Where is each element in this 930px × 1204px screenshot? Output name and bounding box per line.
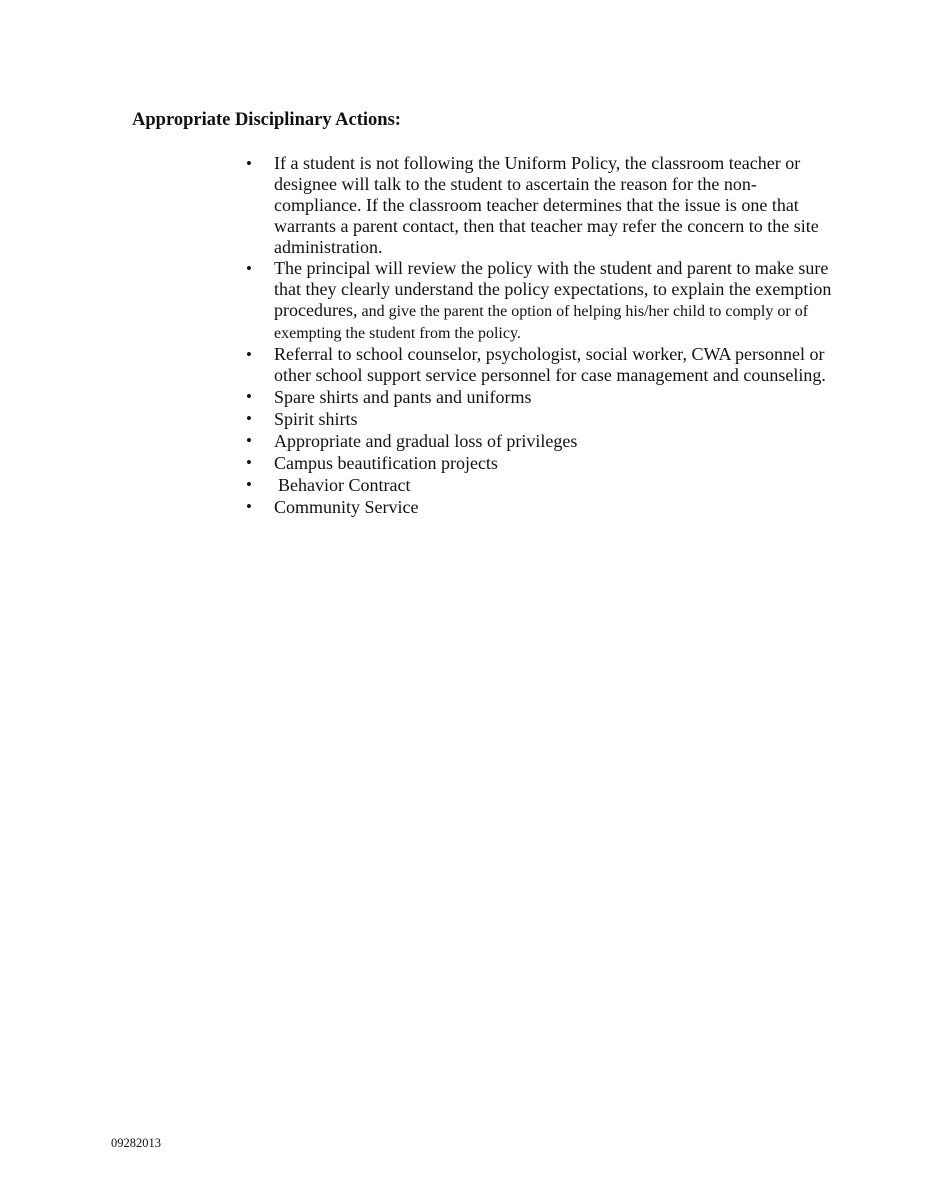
list-item-text: Campus beautification projects bbox=[274, 453, 498, 473]
list-item bbox=[246, 153, 836, 258]
list-item-text: Spirit shirts bbox=[274, 409, 358, 429]
list-item-text: The principal will review the policy with the student and parent to make sure that they clearly understand the policy expectations, to explain the exemption procedures, bbox=[274, 258, 832, 320]
list-item bbox=[246, 408, 836, 430]
list-item bbox=[246, 474, 836, 496]
bullet-icon: • bbox=[246, 475, 252, 494]
list-item bbox=[246, 344, 836, 386]
list-item bbox=[246, 496, 836, 518]
bullet-icon: • bbox=[246, 431, 252, 450]
list-item-text: Spare shirts and pants and uniforms bbox=[274, 387, 532, 407]
list-item-text: Community Service bbox=[274, 497, 419, 517]
bullet-icon: • bbox=[246, 259, 252, 278]
bullet-icon: • bbox=[246, 497, 252, 516]
bullet-icon: • bbox=[246, 453, 252, 472]
list-item bbox=[246, 258, 836, 344]
list-item bbox=[246, 430, 836, 452]
list-item bbox=[246, 386, 836, 408]
list-item-text: Referral to school counselor, psychologist, social worker, CWA personnel or other school support service personnel for case management and counseling. bbox=[274, 344, 826, 385]
list-item-small-text: and give the parent the option of helping his/her child to comply or of exempting the student from the policy. bbox=[274, 303, 809, 342]
bullet-icon: • bbox=[246, 154, 252, 173]
list-item-text: Appropriate and gradual loss of privileges bbox=[274, 431, 578, 451]
section-heading: Appropriate Disciplinary Actions: bbox=[132, 110, 401, 130]
list-item-text: Behavior Contract bbox=[278, 475, 411, 495]
list-item-text: If a student is not following the Uniform Policy, the classroom teacher or designee will talk to the student to ascertain the reason for the non-compliance. If the classroom teacher determines that the issue is one that warrants a parent contact, then that teacher may refer the concern to the site administration. bbox=[274, 153, 819, 257]
bullet-icon: • bbox=[246, 345, 252, 364]
bullet-icon: • bbox=[246, 387, 252, 406]
disciplinary-actions-list bbox=[246, 153, 836, 518]
list-item bbox=[246, 452, 836, 474]
document-code: 09282013 bbox=[111, 1136, 161, 1150]
bullet-icon: • bbox=[246, 409, 252, 428]
